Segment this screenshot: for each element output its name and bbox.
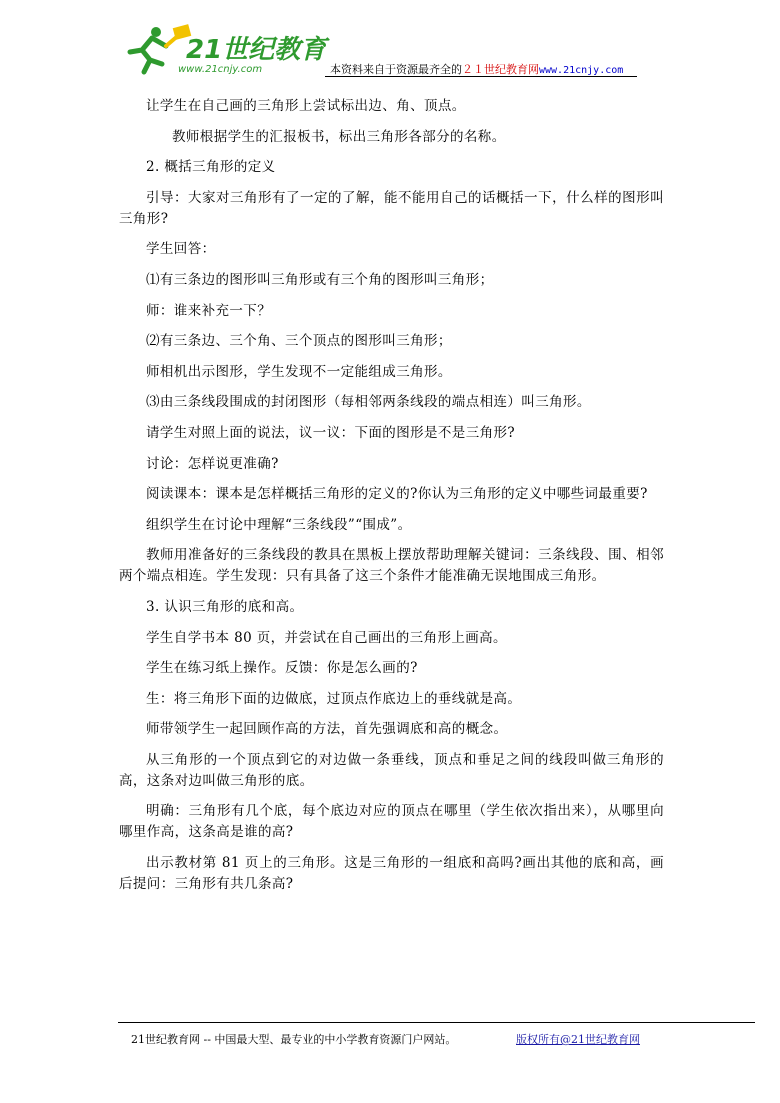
paragraph: 请学生对照上面的说法，议一议：下面的图形是不是三角形? — [146, 424, 516, 441]
document-body — [119, 96, 664, 905]
paragraph: 生：将三角形下面的边做底，过顶点作底边上的垂线就是高。 — [146, 690, 522, 707]
paragraph: 讨论：怎样说更准确? — [146, 455, 279, 472]
paragraph: 从三角形的一个顶点到它的对边做一条垂线，顶点和垂足之间的线段叫做三角形的高，这条对边叫做三角形的底。 — [119, 751, 664, 789]
list-item: ⑵有三条边、三个角、三个顶点的图形叫三角形； — [146, 333, 452, 350]
footer-text: 21世纪教育网 -- 中国最大型、最专业的中小学教育资源门户网站。 — [131, 1033, 457, 1046]
header-source — [330, 61, 623, 77]
paragraph: 师带领学生一起回顾作高的方法，首先强调底和高的概念。 — [146, 721, 508, 738]
paragraph: 让学生在自己画的三角形上尝试标出边、角、顶点。 — [146, 98, 466, 114]
list-item: ⑴有三条边的图形叫三角形或有三个角的图形叫三角形； — [146, 271, 494, 288]
header-source-url[interactable]: www.21cnjy.com — [539, 65, 624, 76]
paragraph: 教师根据学生的汇报板书，标出三角形各部分的名称。 — [172, 128, 506, 145]
paragraph: 师相机出示图形，学生发现不一定能组成三角形。 — [146, 363, 452, 380]
paragraph: 出示教材第 81 页上的三角形。这是三角形的一组底和高吗?画出其他的底和高，画后提问：三角形有共几条高? — [119, 855, 664, 893]
paragraph: 明确：三角形有几个底，每个底边对应的顶点在哪里（学生依次指出来），从哪里向哪里作高，这条高是谁的高? — [119, 803, 664, 841]
header-source-site: ２１世纪教育网 — [462, 63, 539, 76]
list-item: ⑶由三条线段围成的封闭图形（每相邻两条线段的端点相连）叫三角形。 — [146, 394, 591, 411]
logo-url: www.21cnjy.com — [178, 64, 263, 75]
header-rule — [325, 76, 637, 77]
section-heading: 3. 认识三角形的底和高。 — [146, 598, 304, 615]
footer-rule — [118, 1022, 755, 1023]
paragraph: 学生在练习纸上操作。反馈：你是怎么画的? — [146, 660, 418, 677]
paragraph: 师：谁来补充一下？ — [146, 302, 272, 319]
copyright-link[interactable]: 版权所有@21世纪教育网 — [516, 1033, 640, 1046]
paragraph: 阅读课本：课本是怎样概括三角形的定义的?你认为三角形的定义中哪些词最重要? — [146, 486, 648, 503]
header-source-prefix: 本资料来自于资源最齐全的 — [330, 63, 462, 76]
paragraph: 引导：大家对三角形有了一定的了解，能不能用自己的话概括一下，什么样的图形叫三角形? — [119, 189, 664, 227]
page-header — [0, 0, 780, 90]
paragraph: 学生自学书本 80 页，并尝试在自己画出的三角形上画高。 — [146, 629, 507, 646]
paragraph: 教师用准备好的三条线段的教具在黑板上摆放帮助理解关键词：三条线段、围、相邻两个端点相连。学生发现：只有具备了这三个条件才能准确无误地围成三角形。 — [119, 547, 664, 585]
site-logo — [122, 24, 327, 76]
section-heading: 2. 概括三角形的定义 — [146, 159, 276, 176]
logo-text: 21世纪教育 — [186, 35, 327, 65]
paragraph: 学生回答： — [146, 241, 216, 258]
paragraph: 组织学生在讨论中理解“三条线段”“围成”。 — [146, 516, 412, 533]
